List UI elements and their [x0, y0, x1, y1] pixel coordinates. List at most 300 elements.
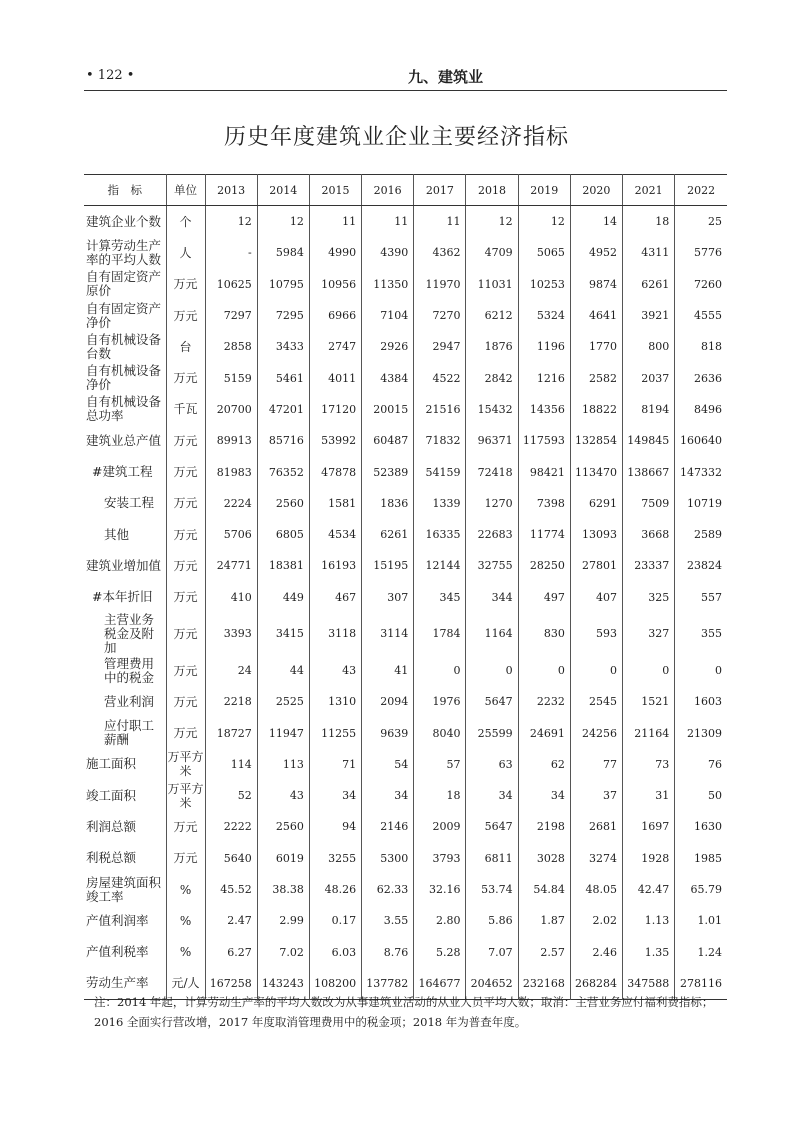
value-cell: 593 [570, 613, 622, 655]
value-cell: 7295 [257, 300, 309, 331]
value-cell: 1196 [518, 331, 570, 362]
value-cell: 4311 [623, 237, 675, 268]
value-cell: 2.80 [414, 905, 466, 936]
table-row [84, 331, 727, 362]
value-cell: 47201 [257, 394, 309, 425]
value-cell: 4641 [570, 300, 622, 331]
value-cell: 2.02 [570, 905, 622, 936]
table-row [84, 550, 727, 581]
value-cell: 53992 [309, 425, 361, 456]
value-cell: 85716 [257, 425, 309, 456]
value-cell: 5647 [466, 686, 518, 717]
table-row [84, 456, 727, 487]
table-row [84, 843, 727, 874]
table-row [84, 686, 727, 717]
value-cell: 4390 [362, 237, 414, 268]
indicator-name: 自有固定资产原价 [86, 269, 162, 299]
value-cell: 52 [205, 780, 257, 811]
value-cell: 63 [466, 749, 518, 780]
value-cell: 24691 [518, 717, 570, 748]
value-cell: 2747 [309, 331, 361, 362]
year-column-header: 2016 [362, 175, 414, 206]
value-cell: 1521 [623, 686, 675, 717]
value-cell: 108200 [309, 968, 361, 1000]
value-cell: 20015 [362, 394, 414, 425]
value-cell: 17120 [309, 394, 361, 425]
value-cell: 2232 [518, 686, 570, 717]
indicator-name: 计算劳动生产率的平均人数 [86, 237, 162, 267]
indicator-name: 管理费用中的税金 [104, 655, 155, 685]
value-cell: 32.16 [414, 874, 466, 905]
value-cell: 5.86 [466, 905, 518, 936]
value-cell: 5776 [675, 237, 727, 268]
indicator-unit: 万平方米 [167, 781, 204, 810]
table-row [84, 519, 727, 550]
value-cell: 18 [414, 780, 466, 811]
year-column-header: 2019 [518, 175, 570, 206]
value-cell: 38.38 [257, 874, 309, 905]
indicator-name: 自有机械设备净价 [86, 363, 162, 393]
table-row [84, 362, 727, 393]
value-cell: 6019 [257, 843, 309, 874]
value-cell: 1339 [414, 488, 466, 519]
value-cell: 3921 [623, 300, 675, 331]
table-row [84, 780, 727, 811]
value-cell: 1270 [466, 488, 518, 519]
value-cell: 7398 [518, 488, 570, 519]
value-cell: 34 [466, 780, 518, 811]
value-cell: 52389 [362, 456, 414, 487]
indicator-unit: 万元 [166, 269, 205, 300]
value-cell: 27801 [570, 550, 622, 581]
value-cell: 407 [570, 582, 622, 613]
value-cell: 89913 [205, 425, 257, 456]
value-cell: 94 [309, 811, 361, 842]
value-cell: 497 [518, 582, 570, 613]
value-cell: 160640 [675, 425, 727, 456]
value-cell: 77 [570, 749, 622, 780]
value-cell: 14 [570, 206, 622, 238]
value-cell: 327 [623, 613, 675, 655]
table-row [84, 237, 727, 268]
indicator-name: 自有机械设备台数 [86, 331, 162, 361]
value-cell: 21164 [623, 717, 675, 748]
value-cell: 22683 [466, 519, 518, 550]
indicator-name: 建筑业总产值 [86, 432, 162, 448]
value-cell: 1310 [309, 686, 361, 717]
indicator-unit: 万元 [166, 613, 205, 655]
year-column-header: 2020 [570, 175, 622, 206]
value-cell: 5984 [257, 237, 309, 268]
value-cell: 98421 [518, 456, 570, 487]
value-cell: 5647 [466, 811, 518, 842]
value-cell: 0 [466, 655, 518, 686]
table-body [84, 206, 727, 1000]
value-cell: 1.35 [623, 937, 675, 968]
value-cell: 3793 [414, 843, 466, 874]
value-cell: 24 [205, 655, 257, 686]
value-cell: 4534 [309, 519, 361, 550]
indicator-unit: 万平方米 [167, 750, 204, 779]
value-cell: 34 [362, 780, 414, 811]
value-cell: 15432 [466, 394, 518, 425]
indicator-name: 施工面积 [86, 756, 137, 772]
table-row [84, 582, 727, 613]
footnote: 注：2014 年起，计算劳动生产率的平均人数改为从事建筑业活动的从业人员平均人数；取消：主营业务应付福利费指标；2016 全面实行营改增，2017 年度取消管理费用中的税金项；2018 年为普查年度。 [94, 995, 714, 1029]
value-cell: 72418 [466, 456, 518, 487]
value-cell: 34 [309, 780, 361, 811]
value-cell: 2.57 [518, 937, 570, 968]
value-cell: 2218 [205, 686, 257, 717]
indicator-unit: 人 [166, 237, 205, 268]
value-cell: 818 [675, 331, 727, 362]
value-cell: 117593 [518, 425, 570, 456]
value-cell: 60487 [362, 425, 414, 456]
indicator-name: 自有固定资产净价 [86, 300, 162, 330]
value-cell: 25599 [466, 717, 518, 748]
value-cell: 4709 [466, 237, 518, 268]
value-cell: 9874 [570, 269, 622, 300]
value-cell: 81983 [205, 456, 257, 487]
value-cell: 12 [518, 206, 570, 238]
table-row [84, 749, 727, 780]
table-row [84, 717, 727, 748]
table-header-row [84, 175, 727, 206]
value-cell: 50 [675, 780, 727, 811]
value-cell: 325 [623, 582, 675, 613]
value-cell: 4522 [414, 362, 466, 393]
value-cell: 3118 [309, 613, 361, 655]
indicator-name: #建筑工程 [92, 464, 153, 480]
table-title: 历史年度建筑业企业主要经济指标 [223, 125, 569, 150]
value-cell: 6261 [362, 519, 414, 550]
year-column-header: 2015 [309, 175, 361, 206]
value-cell: 11031 [466, 269, 518, 300]
year-column-header: 2014 [257, 175, 309, 206]
value-cell: 2198 [518, 811, 570, 842]
value-cell: 65.79 [675, 874, 727, 905]
value-cell: 344 [466, 582, 518, 613]
value-cell: 10719 [675, 488, 727, 519]
value-cell: 18727 [205, 717, 257, 748]
table-row [84, 905, 727, 936]
value-cell: 1784 [414, 613, 466, 655]
value-cell: 11774 [518, 519, 570, 550]
indicator-unit: % [166, 874, 205, 905]
value-cell: 4384 [362, 362, 414, 393]
value-cell: 1164 [466, 613, 518, 655]
value-cell: 16193 [309, 550, 361, 581]
value-cell: 21516 [414, 394, 466, 425]
value-cell: 2926 [362, 331, 414, 362]
value-cell: 6.27 [205, 937, 257, 968]
table-row [84, 425, 727, 456]
value-cell: 3274 [570, 843, 622, 874]
year-column-header: 2018 [466, 175, 518, 206]
value-cell: 1.01 [675, 905, 727, 936]
value-cell: 1581 [309, 488, 361, 519]
value-cell: 21309 [675, 717, 727, 748]
indicator-unit: 万元 [166, 582, 205, 613]
value-cell: 31 [623, 780, 675, 811]
value-cell: 2681 [570, 811, 622, 842]
table-row [84, 488, 727, 519]
value-cell: 3114 [362, 613, 414, 655]
indicator-unit: 元/人 [166, 968, 205, 1000]
value-cell: 2842 [466, 362, 518, 393]
value-cell: 11 [414, 206, 466, 238]
value-cell: 2094 [362, 686, 414, 717]
value-cell: 138667 [623, 456, 675, 487]
value-cell: 4011 [309, 362, 361, 393]
value-cell: 5159 [205, 362, 257, 393]
indicator-unit: 万元 [166, 811, 205, 842]
value-cell: 12 [205, 206, 257, 238]
value-cell: 7297 [205, 300, 257, 331]
value-cell: 6291 [570, 488, 622, 519]
value-cell: 6966 [309, 300, 361, 331]
value-cell: 2636 [675, 362, 727, 393]
indicator-name: #本年折旧 [92, 589, 153, 605]
value-cell: 0 [570, 655, 622, 686]
indicator-unit: 万元 [166, 362, 205, 393]
indicator-unit: 万元 [166, 425, 205, 456]
value-cell: 10795 [257, 269, 309, 300]
value-cell: 54159 [414, 456, 466, 487]
table-row [84, 300, 727, 331]
value-cell: 2.99 [257, 905, 309, 936]
value-cell: 28250 [518, 550, 570, 581]
value-cell: 1603 [675, 686, 727, 717]
value-cell: 10625 [205, 269, 257, 300]
table-row [84, 811, 727, 842]
table-row [84, 613, 727, 655]
value-cell: 1836 [362, 488, 414, 519]
table-row [84, 269, 727, 300]
value-cell: 13093 [570, 519, 622, 550]
value-cell: 62 [518, 749, 570, 780]
value-cell: 8040 [414, 717, 466, 748]
value-cell: 830 [518, 613, 570, 655]
value-cell: 114 [205, 749, 257, 780]
value-cell: 11970 [414, 269, 466, 300]
indicator-name: 应付职工薪酬 [104, 718, 155, 748]
indicator-name: 房屋建筑面积竣工率 [86, 874, 162, 904]
value-cell: 143243 [257, 968, 309, 1000]
table-row [84, 394, 727, 425]
value-cell: 12 [257, 206, 309, 238]
value-cell: 2224 [205, 488, 257, 519]
value-cell: 410 [205, 582, 257, 613]
value-cell: 41 [362, 655, 414, 686]
value-cell: 1876 [466, 331, 518, 362]
value-cell: 10956 [309, 269, 361, 300]
value-cell: 4362 [414, 237, 466, 268]
year-column-header: 2013 [205, 175, 257, 206]
year-column-header: 2021 [623, 175, 675, 206]
value-cell: 44 [257, 655, 309, 686]
indicator-unit: 万元 [166, 519, 205, 550]
value-cell: 11 [362, 206, 414, 238]
value-cell: 96371 [466, 425, 518, 456]
indicator-unit: 万元 [166, 300, 205, 331]
value-cell: 0 [518, 655, 570, 686]
value-cell: 5300 [362, 843, 414, 874]
indicator-unit: 万元 [166, 488, 205, 519]
value-cell: - [205, 237, 257, 268]
indicator-unit: 万元 [166, 655, 205, 686]
value-cell: 23337 [623, 550, 675, 581]
value-cell: 137782 [362, 968, 414, 1000]
value-cell: 2222 [205, 811, 257, 842]
value-cell: 449 [257, 582, 309, 613]
value-cell: 54 [362, 749, 414, 780]
value-cell: 7.02 [257, 937, 309, 968]
value-cell: 1216 [518, 362, 570, 393]
value-cell: 2009 [414, 811, 466, 842]
value-cell: 24256 [570, 717, 622, 748]
indicator-name: 自有机械设备总功率 [86, 394, 162, 424]
value-cell: 147332 [675, 456, 727, 487]
value-cell: 5640 [205, 843, 257, 874]
value-cell: 8496 [675, 394, 727, 425]
value-cell: 167258 [205, 968, 257, 1000]
table-row [84, 874, 727, 905]
value-cell: 25 [675, 206, 727, 238]
value-cell: 2858 [205, 331, 257, 362]
value-cell: 7104 [362, 300, 414, 331]
value-cell: 11255 [309, 717, 361, 748]
value-cell: 2582 [570, 362, 622, 393]
value-cell: 7.07 [466, 937, 518, 968]
value-cell: 2560 [257, 488, 309, 519]
indicator-name: 主营业务税金及附加 [104, 611, 155, 655]
value-cell: 20700 [205, 394, 257, 425]
indicator-name: 劳动生产率 [86, 975, 149, 991]
value-cell: 43 [309, 655, 361, 686]
value-cell: 15195 [362, 550, 414, 581]
unit-column-header: 单位 [166, 175, 205, 206]
chapter-title: 九、建筑业 [408, 68, 484, 86]
value-cell: 3393 [205, 613, 257, 655]
value-cell: 3.55 [362, 905, 414, 936]
value-cell: 45.52 [205, 874, 257, 905]
year-column-header: 2017 [414, 175, 466, 206]
value-cell: 2545 [570, 686, 622, 717]
value-cell: 1.87 [518, 905, 570, 936]
value-cell: 2560 [257, 811, 309, 842]
value-cell: 11947 [257, 717, 309, 748]
value-cell: 42.47 [623, 874, 675, 905]
value-cell: 18381 [257, 550, 309, 581]
value-cell: 345 [414, 582, 466, 613]
value-cell: 6811 [466, 843, 518, 874]
value-cell: 7270 [414, 300, 466, 331]
value-cell: 3028 [518, 843, 570, 874]
value-cell: 307 [362, 582, 414, 613]
value-cell: 2947 [414, 331, 466, 362]
value-cell: 71 [309, 749, 361, 780]
value-cell: 113 [257, 749, 309, 780]
value-cell: 7509 [623, 488, 675, 519]
value-cell: 6.03 [309, 937, 361, 968]
indicator-name: 安装工程 [104, 495, 155, 511]
value-cell: 8.76 [362, 937, 414, 968]
page-header [84, 66, 727, 91]
value-cell: 0.17 [309, 905, 361, 936]
value-cell: 9639 [362, 717, 414, 748]
value-cell: 1697 [623, 811, 675, 842]
value-cell: 467 [309, 582, 361, 613]
indicator-unit: 台 [166, 331, 205, 362]
value-cell: 204652 [466, 968, 518, 1000]
value-cell: 53.74 [466, 874, 518, 905]
value-cell: 2037 [623, 362, 675, 393]
indicator-unit: 个 [166, 206, 205, 238]
value-cell: 2589 [675, 519, 727, 550]
indicator-name: 营业利润 [104, 693, 155, 709]
value-cell: 0 [623, 655, 675, 686]
value-cell: 5.28 [414, 937, 466, 968]
value-cell: 1630 [675, 811, 727, 842]
value-cell: 62.33 [362, 874, 414, 905]
value-cell: 2.47 [205, 905, 257, 936]
value-cell: 14356 [518, 394, 570, 425]
value-cell: 6261 [623, 269, 675, 300]
value-cell: 113470 [570, 456, 622, 487]
value-cell: 11350 [362, 269, 414, 300]
indicator-name: 建筑业增加值 [86, 557, 162, 573]
value-cell: 76 [675, 749, 727, 780]
value-cell: 16335 [414, 519, 466, 550]
value-cell: 5065 [518, 237, 570, 268]
value-cell: 1985 [675, 843, 727, 874]
indicator-name: 竣工面积 [86, 787, 137, 803]
value-cell: 0 [675, 655, 727, 686]
value-cell: 48.05 [570, 874, 622, 905]
indicator-unit: 万元 [166, 686, 205, 717]
value-cell: 34 [518, 780, 570, 811]
indicator-unit: 万元 [166, 550, 205, 581]
value-cell: 557 [675, 582, 727, 613]
value-cell: 18 [623, 206, 675, 238]
indicator-name: 产值利税率 [86, 944, 149, 960]
value-cell: 1976 [414, 686, 466, 717]
value-cell: 11 [309, 206, 361, 238]
table-row [84, 206, 727, 238]
value-cell: 5324 [518, 300, 570, 331]
value-cell: 1.13 [623, 905, 675, 936]
value-cell: 32755 [466, 550, 518, 581]
value-cell: 48.26 [309, 874, 361, 905]
value-cell: 278116 [675, 968, 727, 1000]
indicator-unit: 万元 [166, 456, 205, 487]
page-number: • 122 • [86, 68, 135, 83]
value-cell: 2146 [362, 811, 414, 842]
value-cell: 18822 [570, 394, 622, 425]
value-cell: 8194 [623, 394, 675, 425]
indicator-name: 产值利润率 [86, 912, 149, 928]
value-cell: 12 [466, 206, 518, 238]
value-cell: 12144 [414, 550, 466, 581]
value-cell: 355 [675, 613, 727, 655]
value-cell: 164677 [414, 968, 466, 1000]
table-row [84, 937, 727, 968]
value-cell: 347588 [623, 968, 675, 1000]
value-cell: 132854 [570, 425, 622, 456]
table-row [84, 655, 727, 686]
value-cell: 149845 [623, 425, 675, 456]
